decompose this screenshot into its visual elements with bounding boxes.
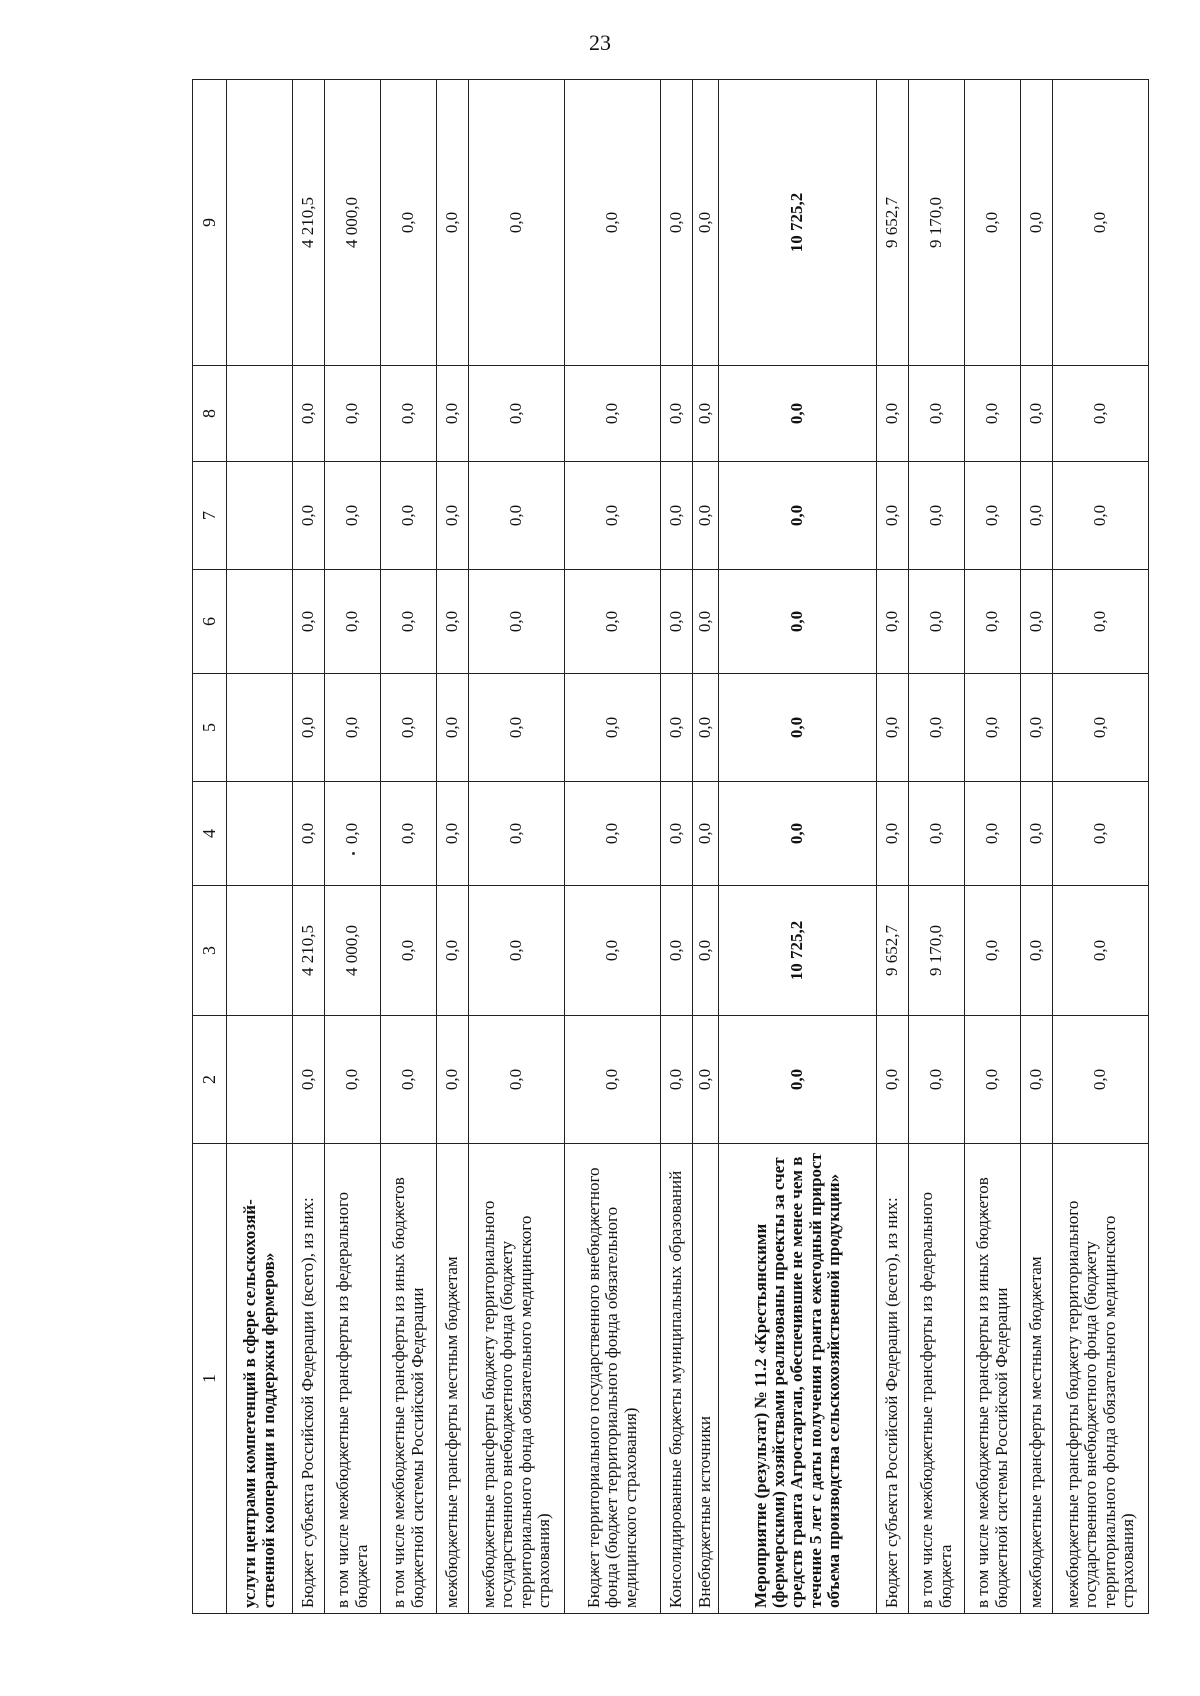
table-row (565, 80, 661, 1614)
table-row (381, 80, 437, 1614)
row-label: в том числе межбюджетные трансферты из федерального бюджета (909, 1144, 965, 1614)
value-cell: 0,0 (719, 366, 877, 462)
value-cell (227, 886, 293, 1016)
row-label: межбюджетные трансферты местным бюджетам (1021, 1144, 1053, 1614)
value-cell: 0,0 (469, 1016, 565, 1144)
table-row (469, 80, 565, 1614)
value-cell: 0,0 (693, 570, 719, 674)
value-cell: 0,0 (719, 674, 877, 782)
page-number: 23 (589, 30, 611, 55)
value-cell: 0,0 (719, 1016, 877, 1144)
row-label: в том числе межбюджетные трансферты из иных бюджетов бюджетной системы Российской Федерации (965, 1144, 1021, 1614)
value-cell: 0,0 (469, 886, 565, 1016)
row-label: Консолидированные бюджеты муниципальных образований (661, 1144, 693, 1614)
value-cell: 0,0 (381, 366, 437, 462)
value-cell: 0,0 (381, 886, 437, 1016)
value-cell: 0,0 (381, 1016, 437, 1144)
row-label: межбюджетные трансферты бюджету территориального государственного внебюджетного фонда (бюджету территориального фонда обязательного медицинского страхования) (1053, 1144, 1149, 1614)
value-cell: 0,0 (719, 570, 877, 674)
value-cell: 0,0 (693, 462, 719, 570)
value-cell: 0,0 (565, 886, 661, 1016)
value-cell (227, 366, 293, 462)
value-cell: 0,0 (661, 1016, 693, 1144)
value-cell: 0,0 (965, 366, 1021, 462)
value-cell: 4 000,0 (325, 80, 381, 366)
value-cell: 0,0 (469, 782, 565, 886)
value-cell: 0,0 (965, 1016, 1021, 1144)
value-cell: 0,0 (381, 674, 437, 782)
value-cell: 0,0 (693, 674, 719, 782)
row-label: услуги центрами компетенций в сфере сельскохозяй-ственной кооперации и поддержки фермеров» (227, 1144, 293, 1614)
value-cell: 0,0 (437, 366, 469, 462)
value-cell: 0,0 (719, 782, 877, 886)
row-label: в том числе межбюджетные трансферты из иных бюджетов бюджетной системы Российской Федерации (381, 1144, 437, 1614)
value-cell (227, 674, 293, 782)
row-label: межбюджетные трансферты местным бюджетам (437, 1144, 469, 1614)
value-cell: 9 170,0 (909, 80, 965, 366)
row-label: в том числе межбюджетные трансферты из федерального бюджета (325, 1144, 381, 1614)
value-cell: 0,0 (565, 674, 661, 782)
value-cell: 0,0 (293, 674, 325, 782)
value-cell: 0,0 (1021, 674, 1053, 782)
value-cell: 0,0 (877, 1016, 909, 1144)
value-cell: 0,0 (565, 366, 661, 462)
value-cell (227, 782, 293, 886)
value-cell: 0,0 (469, 462, 565, 570)
value-cell: 0,0 (1021, 462, 1053, 570)
value-cell: 0,0 (877, 462, 909, 570)
value-cell: 0,0 (661, 570, 693, 674)
column-header: 1 (193, 1144, 227, 1614)
value-cell: 0,0 (437, 462, 469, 570)
value-cell: 0,0 (1021, 1016, 1053, 1144)
value-cell: 0,0 (325, 1016, 381, 1144)
value-cell: 0,0 (909, 366, 965, 462)
value-cell: 9 652,7 (877, 80, 909, 366)
value-cell: 0,0 (693, 1016, 719, 1144)
row-label: межбюджетные трансферты бюджету территориального государственного внебюджетного фонда (бюджету территориального фонда обязательного медицинского страхования) (469, 1144, 565, 1614)
value-cell: 0,0 (1021, 782, 1053, 886)
row-label: Бюджет территориального государственного внебюджетного фонда (бюджет территориального фонда обязательного медицинского страхования) (565, 1144, 661, 1614)
value-cell: 0,0 (909, 782, 965, 886)
value-cell: 0,0 (661, 462, 693, 570)
value-cell: 0,0 (909, 570, 965, 674)
value-cell (227, 570, 293, 674)
value-cell: 0,0 (1053, 570, 1149, 674)
value-cell: 0,0 (965, 570, 1021, 674)
column-header: 5 (193, 674, 227, 782)
column-header: 4 (193, 782, 227, 886)
value-cell: 10 725,2 (719, 886, 877, 1016)
value-cell: 4 210,5 (293, 886, 325, 1016)
value-cell: 0,0 (1021, 80, 1053, 366)
value-cell: 0,0 (381, 80, 437, 366)
value-cell: 0,0 (693, 366, 719, 462)
value-cell: 0,0 (965, 782, 1021, 886)
table-row (909, 80, 965, 1614)
value-cell: 0,0 (877, 782, 909, 886)
column-header: 3 (193, 886, 227, 1016)
value-cell: 0,0 (877, 366, 909, 462)
value-cell: 0,0 (437, 80, 469, 366)
column-header: 2 (193, 1016, 227, 1144)
value-cell: 0,0 (381, 570, 437, 674)
value-cell (227, 80, 293, 366)
value-cell (227, 462, 293, 570)
value-cell: 0,0 (1053, 886, 1149, 1016)
table-row (325, 80, 381, 1614)
table-row (693, 80, 719, 1614)
value-cell: 0,0 (469, 674, 565, 782)
value-cell (227, 1016, 293, 1144)
value-cell: 0,0 (1053, 782, 1149, 886)
value-cell: 0,0 (293, 1016, 325, 1144)
value-cell: 0,0 (325, 782, 381, 886)
value-cell: 0,0 (661, 886, 693, 1016)
value-cell: 0,0 (1021, 570, 1053, 674)
value-cell: 0,0 (469, 570, 565, 674)
table-row (877, 80, 909, 1614)
value-cell: 0,0 (1021, 886, 1053, 1016)
value-cell: 0,0 (437, 782, 469, 886)
rotated-table-container (192, 80, 1137, 1614)
value-cell: 0,0 (909, 674, 965, 782)
column-header: 7 (193, 462, 227, 570)
value-cell: 0,0 (565, 1016, 661, 1144)
value-cell: 0,0 (293, 782, 325, 886)
row-label: Бюджет субъекта Российской Федерации (всего), из них: (877, 1144, 909, 1614)
table-row (437, 80, 469, 1614)
value-cell: 0,0 (437, 674, 469, 782)
value-cell: 0,0 (965, 886, 1021, 1016)
budget-table (192, 79, 1149, 1614)
value-cell: 0,0 (293, 570, 325, 674)
value-cell: 0,0 (965, 462, 1021, 570)
table-row (227, 80, 293, 1614)
value-cell: 0,0 (325, 570, 381, 674)
row-label: Мероприятие (результат) № 11.2 «Крестьянскими (фермерскими) хозяйствами реализованы проекты за счет средств гранта Агростартап, обеспечившие не менее чем в течение 5 лет с даты получения гранта ежегодный прирост объема производства сельскохозяйственной продукции» (719, 1144, 877, 1614)
value-cell: 0,0 (1053, 80, 1149, 366)
value-cell: 0,0 (909, 462, 965, 570)
value-cell: 0,0 (661, 366, 693, 462)
value-cell: 0,0 (965, 674, 1021, 782)
value-cell: 0,0 (909, 1016, 965, 1144)
value-cell: 0,0 (661, 782, 693, 886)
table-row (1021, 80, 1053, 1614)
row-label: Бюджет субъекта Российской Федерации (всего), из них: (293, 1144, 325, 1614)
row-label: Внебюджетные источники (693, 1144, 719, 1614)
value-cell: 0,0 (719, 462, 877, 570)
value-cell: 9 170,0 (909, 886, 965, 1016)
column-header: 6 (193, 570, 227, 674)
table-row (661, 80, 693, 1614)
value-cell: 0,0 (693, 782, 719, 886)
value-cell: 0,0 (293, 366, 325, 462)
column-header: 8 (193, 366, 227, 462)
value-cell: 0,0 (1053, 462, 1149, 570)
value-cell: 0,0 (965, 80, 1021, 366)
table-row (293, 80, 325, 1614)
value-cell: 0,0 (437, 1016, 469, 1144)
value-cell: 0,0 (381, 462, 437, 570)
value-cell: 4 000,0 (325, 886, 381, 1016)
value-cell: 0,0 (1053, 1016, 1149, 1144)
value-cell: 0,0 (661, 80, 693, 366)
value-cell: 0,0 (293, 462, 325, 570)
value-cell: 0,0 (325, 366, 381, 462)
header-row (193, 80, 227, 1614)
value-cell: 0,0 (469, 80, 565, 366)
value-cell: 0,0 (381, 782, 437, 886)
value-cell: 0,0 (565, 570, 661, 674)
table-row (965, 80, 1021, 1614)
column-header: 9 (193, 80, 227, 366)
value-cell: 10 725,2 (719, 80, 877, 366)
value-cell: 0,0 (1053, 366, 1149, 462)
value-cell: 0,0 (1021, 366, 1053, 462)
value-cell: 0,0 (877, 570, 909, 674)
table-row (1053, 80, 1149, 1614)
value-cell: 0,0 (693, 886, 719, 1016)
value-cell: 0,0 (565, 80, 661, 366)
value-cell: 0,0 (565, 782, 661, 886)
value-cell: 0,0 (437, 570, 469, 674)
value-cell: 0,0 (565, 462, 661, 570)
value-cell: 0,0 (1053, 674, 1149, 782)
value-cell: 0,0 (661, 674, 693, 782)
value-cell: 9 652,7 (877, 886, 909, 1016)
value-cell: 0,0 (693, 80, 719, 366)
value-cell: 4 210,5 (293, 80, 325, 366)
value-cell: 0,0 (469, 366, 565, 462)
value-cell: 0,0 (877, 674, 909, 782)
value-cell: 0,0 (325, 674, 381, 782)
table-row (719, 80, 877, 1614)
value-cell: 0,0 (437, 886, 469, 1016)
value-cell: 0,0 (325, 462, 381, 570)
